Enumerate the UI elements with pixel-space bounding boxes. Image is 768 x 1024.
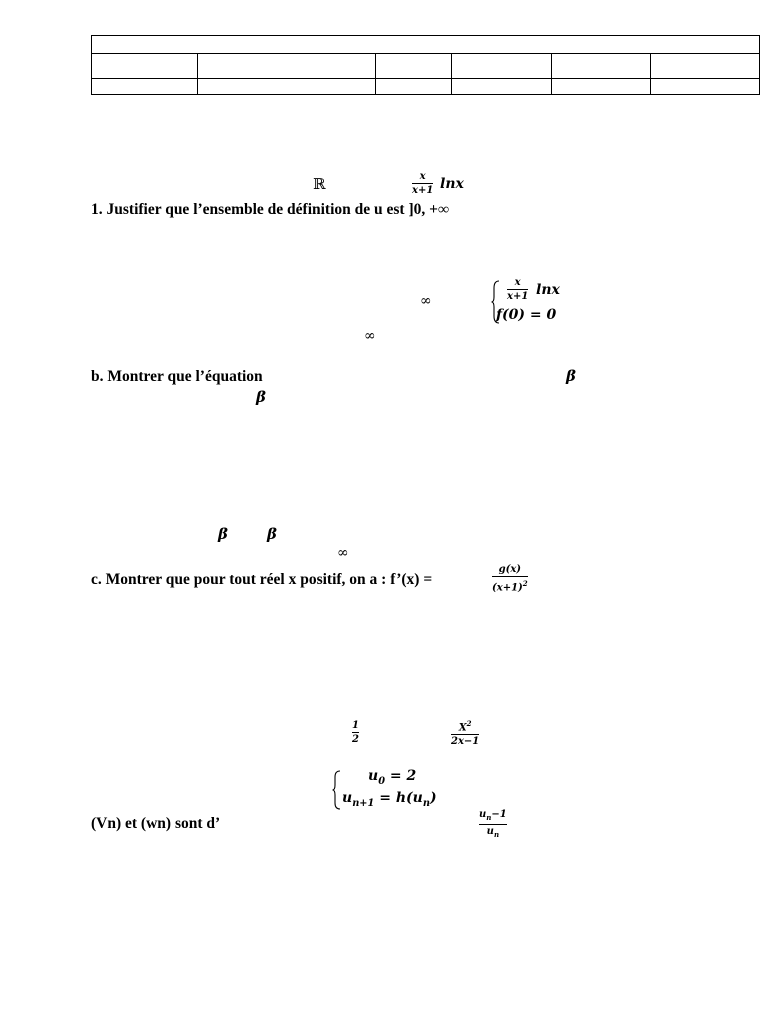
h-denominator: 2x−1 xyxy=(451,736,480,748)
left-brace-icon xyxy=(332,770,342,810)
f-numerator: x xyxy=(514,277,521,288)
f-prime-numerator: g(x) xyxy=(498,564,522,575)
header-cell xyxy=(198,54,376,79)
header-cell xyxy=(651,54,760,79)
u-numerator: x xyxy=(419,171,426,182)
header-cell xyxy=(452,79,552,95)
real-numbers-symbol: ℝ xyxy=(313,175,326,193)
header-cell xyxy=(92,79,198,95)
f-prime-fraction xyxy=(492,564,528,593)
h-definition-fraction xyxy=(451,718,479,747)
v-denominator: $u_n$ xyxy=(486,826,500,839)
half-numerator: 1 xyxy=(352,720,359,731)
v-numerator: $u_n-1$ xyxy=(479,809,507,822)
u-definition-ln: lnx xyxy=(440,176,464,192)
u-denominator: x+1 xyxy=(412,185,434,196)
header-top-row xyxy=(92,36,760,54)
question-1: 1. Justifier que l’ensemble de définition de u est ]0, +∞ xyxy=(91,201,450,218)
header-cell xyxy=(92,54,198,79)
one-half-fraction xyxy=(352,720,359,745)
question-b: b. Montrer que l’équation xyxy=(91,368,263,385)
f-denominator: x+1 xyxy=(507,291,529,302)
header-cell xyxy=(552,54,651,79)
u-definition-fraction xyxy=(412,171,433,196)
header-cell xyxy=(452,54,552,79)
beta-symbol: β xyxy=(566,367,576,385)
f-definition-fraction xyxy=(507,277,528,302)
beta-symbol: β xyxy=(256,388,266,406)
question-vn-wn: (Vn) et (wn) sont d’ xyxy=(91,815,221,832)
header-cell xyxy=(376,54,452,79)
header-cell xyxy=(651,79,760,95)
infinity-symbol: ∞ xyxy=(337,545,349,561)
header-cell xyxy=(198,79,376,95)
h-numerator: $X^2$ xyxy=(458,719,472,734)
sequence-initial-term: $u_0 = 2$ xyxy=(368,768,417,787)
f-definition-ln: lnx xyxy=(536,282,560,298)
f-prime-denominator: $(x+1)^2$ xyxy=(492,579,528,594)
header-table xyxy=(91,35,760,95)
infinity-symbol: ∞ xyxy=(420,293,432,309)
sequence-recurrence: $u_{n+1} = h(u_n)$ xyxy=(342,790,437,809)
beta-symbol: β xyxy=(267,525,277,543)
header-cell xyxy=(552,79,651,95)
question-c: c. Montrer que pour tout réel x positif, on a : f’(x) = xyxy=(91,571,433,588)
f-at-zero: f(0) = 0 xyxy=(496,307,557,323)
infinity-symbol: ∞ xyxy=(364,328,376,344)
v-definition-fraction xyxy=(479,809,507,840)
header-cell xyxy=(376,79,452,95)
half-denominator: 2 xyxy=(352,734,359,745)
beta-symbol: β xyxy=(218,525,228,543)
